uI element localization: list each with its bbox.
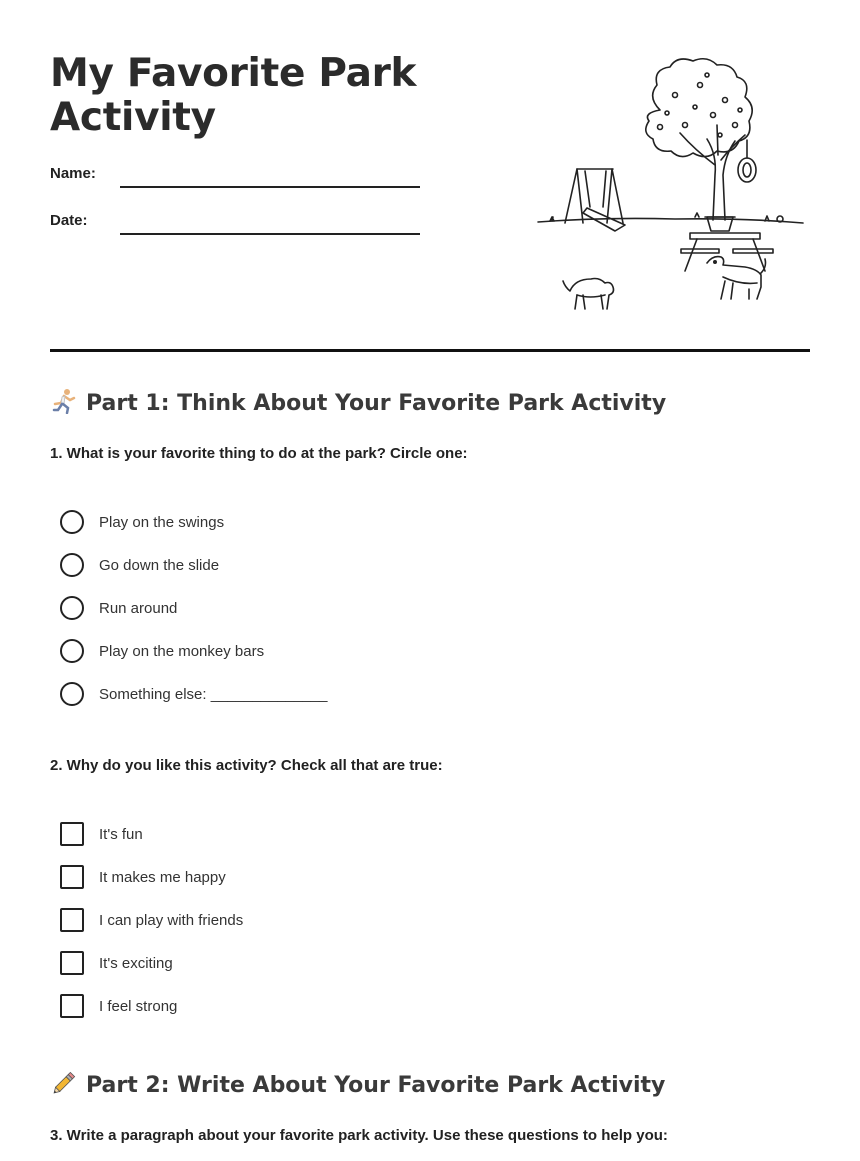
worksheet-title xyxy=(50,52,470,140)
option-label: Play on the monkey bars xyxy=(99,642,265,660)
q1-option-3[interactable] xyxy=(60,595,177,621)
radio-circle[interactable] xyxy=(60,682,84,706)
checkbox-square[interactable] xyxy=(60,822,84,846)
q2-option-4[interactable] xyxy=(60,950,173,976)
q2-option-2[interactable] xyxy=(60,864,226,890)
option-label: Go down the slide xyxy=(99,556,220,574)
q2-option-1[interactable] xyxy=(60,821,143,847)
option-label: Something else: ______________ xyxy=(99,685,328,703)
checkbox-square[interactable] xyxy=(60,994,84,1018)
pencil-icon xyxy=(50,1070,78,1096)
park-scene-illustration xyxy=(535,55,810,317)
checkbox-square[interactable] xyxy=(60,865,84,889)
q2-option-3[interactable] xyxy=(60,907,243,933)
question-3: 3. Write a paragraph about your favorite park activity. Use these questions to help you: xyxy=(50,1127,668,1144)
q1-option-1[interactable] xyxy=(60,509,224,535)
option-label: Play on the swings xyxy=(99,513,225,531)
q2-option-5[interactable] xyxy=(60,993,177,1019)
q1-option-4[interactable] xyxy=(60,638,264,664)
name-field[interactable] xyxy=(120,186,420,188)
question-2: 2. Why do you like this activity? Check all that are true: xyxy=(50,757,443,774)
checkbox-square[interactable] xyxy=(60,908,84,932)
q1-option-5[interactable] xyxy=(60,681,328,707)
date-label: Date: xyxy=(50,212,88,229)
header-divider xyxy=(50,349,810,352)
option-label: I can play with friends xyxy=(99,911,244,929)
running-person-icon xyxy=(50,388,78,414)
option-label: It's fun xyxy=(99,825,143,843)
part2-heading-text: Part 2: Write About Your Favorite Park Activity xyxy=(86,1073,666,1098)
part1-heading xyxy=(50,388,666,416)
name-label: Name: xyxy=(50,165,96,182)
part1-heading-text: Part 1: Think About Your Favorite Park Activity xyxy=(86,391,667,416)
question-1: 1. What is your favorite thing to do at the park? Circle one: xyxy=(50,445,468,462)
option-label: I feel strong xyxy=(99,997,178,1015)
radio-circle[interactable] xyxy=(60,596,84,620)
option-label: It's exciting xyxy=(99,954,173,972)
q1-option-2[interactable] xyxy=(60,552,219,578)
checkbox-square[interactable] xyxy=(60,951,84,975)
date-field[interactable] xyxy=(120,233,420,235)
option-label: It makes me happy xyxy=(99,868,226,886)
title-line-2: Activity xyxy=(50,95,216,140)
radio-circle[interactable] xyxy=(60,639,84,663)
title-line-1: My Favorite Park xyxy=(50,51,417,96)
option-label: Run around xyxy=(99,599,178,617)
part2-heading xyxy=(50,1070,665,1098)
radio-circle[interactable] xyxy=(60,510,84,534)
radio-circle[interactable] xyxy=(60,553,84,577)
